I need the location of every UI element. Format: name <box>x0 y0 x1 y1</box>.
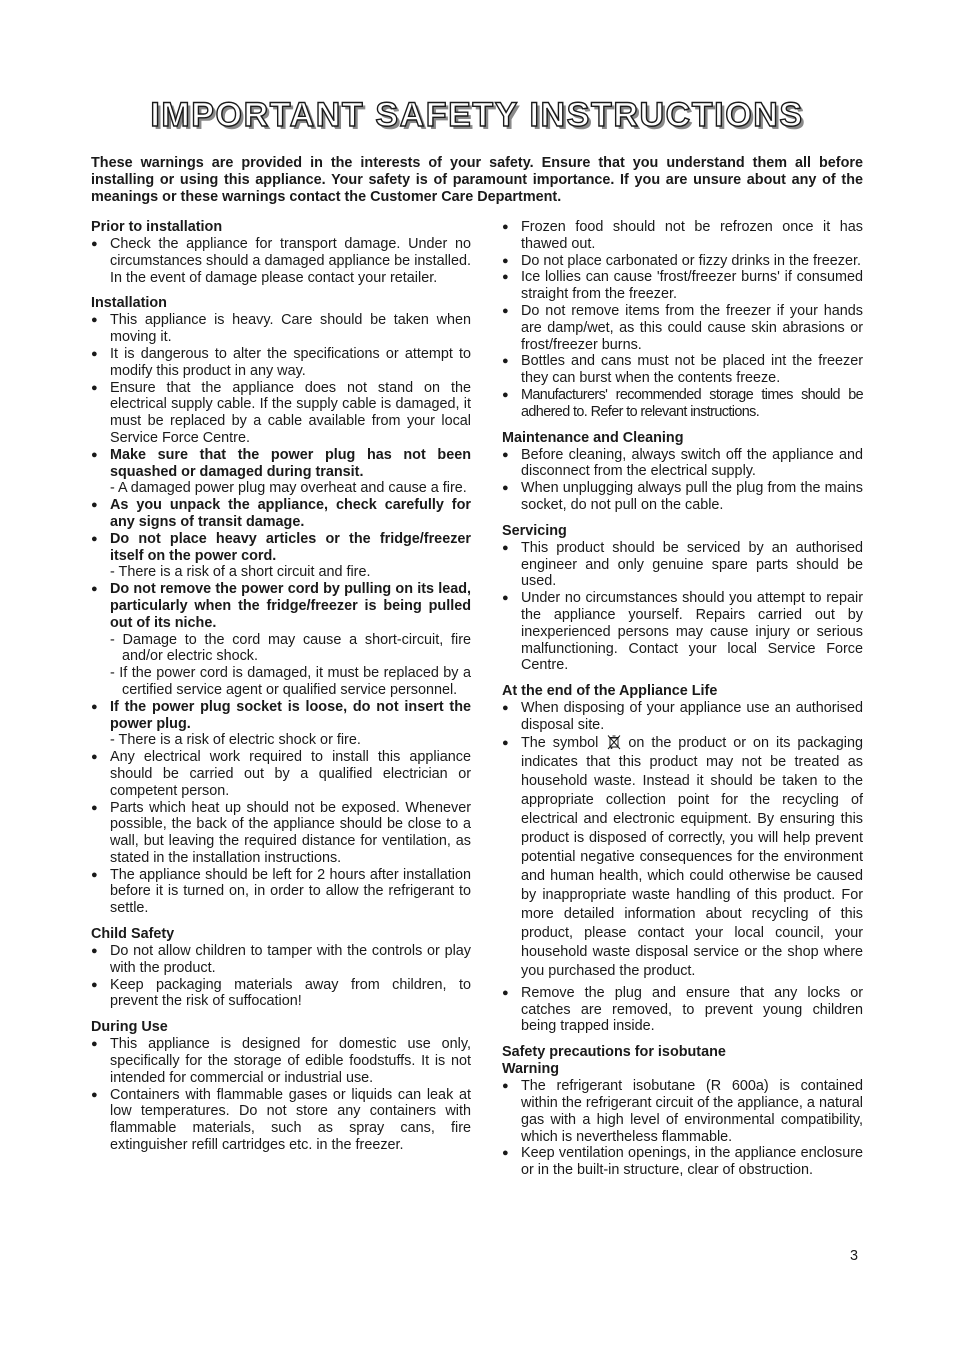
section-subtitle-warning: Warning <box>502 1061 560 1078</box>
section-title: Maintenance and Cleaning <box>502 429 684 446</box>
list-item: ● Under no circumstances should you attempt to repair the appliance yourself. Repairs carried out by inexperienced persons may cause injury or serious malfunctioning. Contact your local Service Force Centre. <box>502 590 863 674</box>
list-item: ● Keep packaging materials away from children, to prevent the risk of suffocation! <box>91 977 471 1011</box>
list-item <box>91 699 471 749</box>
section-title: Prior to installation <box>91 219 223 235</box>
intro-warning: These warnings are provided in the interests of your safety. Ensure that you understand them all before installing or using this appliance. Your safety is of paramount importance. If you are unsure about any of the meanings or these warnings contact the Customer Care Department. <box>91 155 863 205</box>
section-title: Servicing <box>502 522 567 539</box>
right-column <box>502 219 863 1188</box>
list-item: ● Ensure that the appliance does not stand on the electrical supply cable. If the supply cable is damaged, it must be replaced by a cable available from your local Service Force Centre. <box>91 380 471 447</box>
list-item: ● The appliance should be left for 2 hours after installation before it is turned on, in order to allow the refrigerant to settle. <box>91 867 471 917</box>
list-item: ● When unplugging always pull the plug from the mains socket, do not pull on the cable. <box>502 480 863 514</box>
list-item: ● The refrigerant isobutane (R 600a) is contained within the refrigerant circuit of the appliance, a natural gas with a high level of environmental compatibility, which is nevertheless flammable. <box>502 1078 863 1145</box>
list-item: ● Ice lollies can cause 'frost/freezer burns' if consumed straight from the freezer. <box>502 269 863 303</box>
item-text: on the product or on its packaging indicates that this product may not be treated as household waste. Instead it should be taken to the appropriate collection point for the recycling of electrical and electronic equipment. By ensuring this product is disposed of correctly, you will help prevent potential negative consequences for the environment and human health, which could otherwise be caused by inappropriate waste handling of this product. For more detailed information about recycling of this product, please contact your local council, your household waste disposal service or the shop where you purchased the product. <box>521 734 863 979</box>
list-item: ● Bottles and cans must not be placed int the freezer they can burst when the contents freeze. <box>502 353 863 387</box>
list-item: ● Before cleaning, always switch off the appliance and disconnect from the electrical supply. <box>502 447 863 481</box>
section-during-use-continued <box>502 219 863 421</box>
sub-note: - There is a risk of electric shock or fire. <box>110 732 361 749</box>
crossed-out-wheelie-bin-icon <box>606 734 622 750</box>
list-item: ● Do not remove items from the freezer if your hands are damp/wet, as this could cause skin abrasions or frost/freezer burns. <box>502 303 863 353</box>
list-item <box>502 734 863 981</box>
sub-note: - A damaged power plug may overheat and cause a fire. <box>110 480 467 497</box>
list-item: ● Any electrical work required to install this appliance should be carried out by a qualified electrician or competent person. <box>91 749 471 799</box>
list-item: ● This product should be serviced by an authorised engineer and only genuine spare parts should be used. <box>502 540 863 590</box>
page-number: 3 <box>850 1248 859 1264</box>
list-item: ● Frozen food should not be refrozen once it has thawed out. <box>502 219 863 253</box>
item-text: The symbol <box>521 734 599 751</box>
list-item: ● Check the appliance for transport damage. Under no circumstances should a damaged appliance be installed. In the event of damage please contact your retailer. <box>91 236 471 286</box>
list-item: ● Remove the plug and ensure that any locks or catches are removed, to prevent young children being trapped inside. <box>502 985 863 1035</box>
page-title: IMPORTANT SAFETY INSTRUCTIONS <box>150 96 804 134</box>
list-item: ● As you unpack the appliance, check carefully for any signs of transit damage. <box>91 497 471 531</box>
section-title: During Use <box>91 1019 168 1036</box>
list-item: ● It is dangerous to alter the specifications or attempt to modify this product in any way. <box>91 346 471 380</box>
section-isobutane-precautions <box>502 1044 863 1179</box>
section-title: At the end of the Appliance Life <box>502 683 718 700</box>
section-installation <box>91 295 471 917</box>
item-text: If the power plug socket is loose, do not insert the power plug. <box>110 698 471 732</box>
section-title: Child Safety <box>91 926 175 943</box>
section-title: Installation <box>91 295 167 312</box>
list-item <box>91 581 471 699</box>
left-column <box>91 219 471 1163</box>
section-servicing <box>502 523 863 674</box>
list-item: ● This appliance is heavy. Care should be taken when moving it. <box>91 312 471 346</box>
section-title: Safety precautions for isobutane <box>502 1044 726 1061</box>
list-item: ● Containers with flammable gases or liquids can leak at low temperatures. Do not store any containers with flammable materials, such as spray cans, fire extinguisher refill cartridges etc. in the freezer. <box>91 1087 471 1154</box>
list-item: ● Do not allow children to tamper with the controls or play with the product. <box>91 943 471 977</box>
section-during-use <box>91 1019 471 1154</box>
list-item: ● Manufacturers' recommended storage times should be adhered to. Refer to relevant instructions. <box>502 387 863 421</box>
sub-note: - If the power cord is damaged, it must be replaced by a certified service agent or qualified service personnel. <box>110 665 471 698</box>
sub-note: - There is a risk of a short circuit and fire. <box>110 564 371 581</box>
section-child-safety <box>91 926 471 1010</box>
section-end-of-appliance-life <box>502 683 863 1035</box>
item-text: Do not place heavy articles or the fridge/freezer itself on the power cord. <box>110 530 471 564</box>
list-item: ● When disposing of your appliance use an authorised disposal site. <box>502 700 863 734</box>
list-item: ● Parts which heat up should not be exposed. Whenever possible, the back of the appliance should be close to a wall, but leaving the required distance for ventilation, as stated in the installation instructions. <box>91 800 471 867</box>
sub-note: - Damage to the cord may cause a short-circuit, fire and/or electric shock. <box>110 631 471 665</box>
item-text: Make sure that the power plug has not been squashed or damaged during transit. <box>110 446 471 480</box>
section-maintenance-and-cleaning <box>502 430 863 514</box>
section-prior-to-installation <box>91 219 471 286</box>
list-item: ● Do not place carbonated or fizzy drinks in the freezer. <box>502 253 863 270</box>
list-item <box>91 447 471 497</box>
list-item: ● Keep ventilation openings, in the appliance enclosure or in the built-in structure, clear of obstruction. <box>502 1145 863 1179</box>
list-item: ● This appliance is designed for domestic use only, specifically for the storage of edible foodstuffs. It is not intended for commercial or industrial use. <box>91 1036 471 1086</box>
list-item <box>91 531 471 581</box>
item-text: Do not remove the power cord by pulling on its lead, particularly when the fridge/freezer is being pulled out of its niche. <box>110 581 471 631</box>
